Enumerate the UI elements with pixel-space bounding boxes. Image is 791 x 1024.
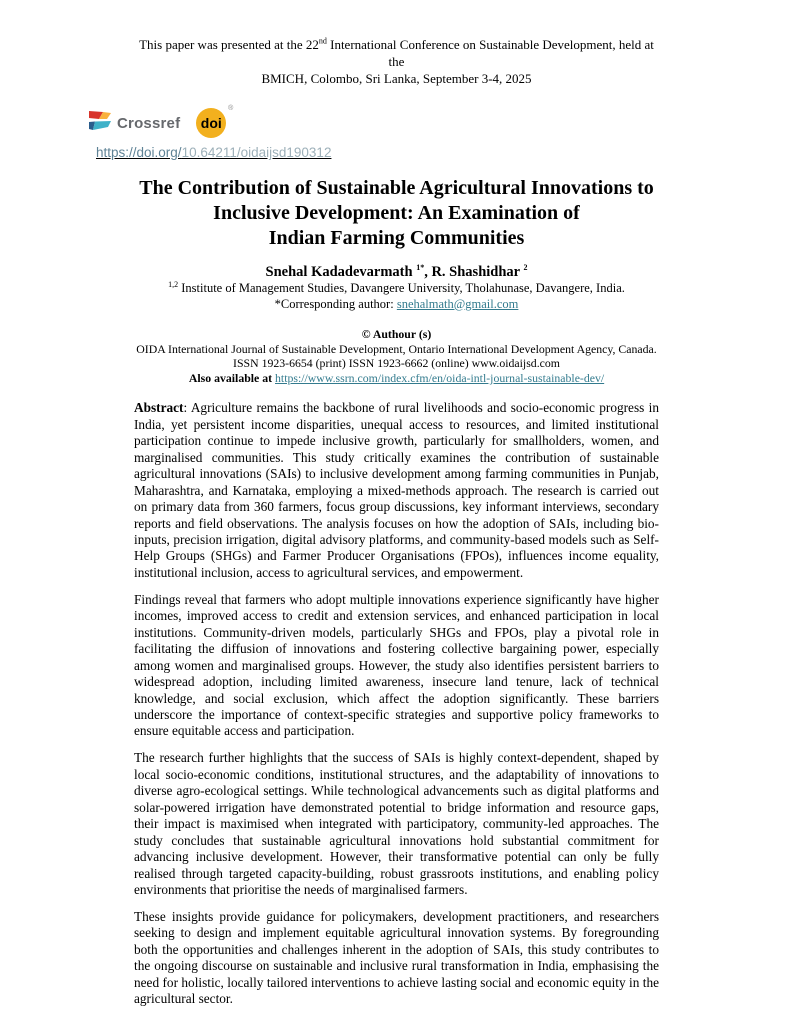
abstract-paragraph-1 (134, 400, 659, 581)
crossref-wordmark: Crossref (117, 114, 181, 132)
corresponding-author-line (134, 297, 659, 313)
title-line-1: The Contribution of Sustainable Agricultural Innovations to (139, 177, 654, 199)
author-2-name: R. Shashidhar (431, 264, 524, 280)
page-title (134, 176, 659, 251)
affiliation-sup: 1,2 (168, 279, 179, 289)
logo-row (88, 105, 659, 141)
authors-separator: , (424, 264, 432, 280)
doi-link-suffix: 10.64211/oidaijsd190312 (181, 145, 332, 160)
abstract-paragraph-4: These insights provide guidance for policymakers, development practitioners, and researchers seeking to design and implement equitable agricultural innovation systems. By foregrounding both the opportunities and challenges inherent in the adoption of SAIs, this study contributes to the ongoing discourse on sustainable and inclusive rural transformation in India, emphasising the need for holistic, locally tailored interventions to achieve lasting social and economic equity in the agricultural sector. (134, 909, 659, 1007)
copyright-line: © Authour (s) (361, 327, 432, 341)
crossref-logo (88, 109, 180, 137)
doi-link-line (96, 145, 659, 160)
affiliation-text: Institute of Management Studies, Davangere University, Tholahunase, Davangere, India. (178, 281, 625, 295)
doi-logo (196, 105, 234, 138)
doi-registered-mark: ® (228, 105, 234, 112)
title-line-2: Inclusive Development: An Examination of (213, 202, 580, 224)
abstract-paragraph-2: Findings reveal that farmers who adopt multiple innovations experience significantly have higher incomes, improved access to credit and extension services, and enhanced participation in local institutions. Community-driven models, particularly SHGs and FPOs, play a pivotal role in facilitating the diffusion of innovations and fostering collective bargaining power, especially among women and marginalised groups. However, the study also identifies persistent barriers to widespread adoption, including limited awareness, insecure land tenure, lack of technical knowledge, and social exclusion, which affect the adoption significantly. These barriers underscore the importance of context-specific strategies and supportive policy frameworks to ensure equitable access and participation. (134, 591, 659, 739)
abstract-section (134, 400, 659, 1007)
conference-note-line1-pre: This paper was presented at the 22 (139, 37, 319, 52)
journal-imprint (134, 327, 659, 385)
author-2-sup: 2 (523, 263, 528, 273)
conference-note-ordinal-sup: nd (318, 36, 327, 46)
conference-note (134, 36, 659, 87)
doi-link[interactable] (96, 145, 331, 160)
abstract-colon: : (183, 400, 191, 416)
corresponding-email-link[interactable]: snehalmath@gmail.com (396, 296, 519, 311)
crossref-logo-icon (88, 109, 112, 137)
abstract-label: Abstract (134, 400, 184, 416)
conference-note-line1-post: International Conference on Sustainable Development, held at the (326, 37, 654, 69)
title-line-3: Indian Farming Communities (268, 227, 525, 249)
abstract-p1-text: Agriculture remains the backbone of rural livelihoods and socio-economic progress in India, yet persistent income disparities, unequal access to resources, and limited institutional participation continue to impede inclusive growth, particularly for smallholders, women, and marginalised communities. This study critically examines the contribution of sustainable agricultural innovations (SAIs) to inclusive development among farming communities in Punjab, Maharashtra, and Karnataka, employing a mixed-methods approach. The research is carried out on primary data from 360 farmers, focus group discussions, key informant interviews, secondary reports and field observations. The analysis focuses on how the adoption of SAIs, including bio-inputs, precision irrigation, digital advisory platforms, and community-based models such as Self-Help Groups (SHGs) and Farmer Producer Organisations (FPOs), influences income equality, institutional inclusion, access to agricultural services, and empowerment. (134, 400, 659, 580)
abstract-paragraph-3: The research further highlights that the success of SAIs is highly context-dependent, shaped by local socio-economic conditions, institutional structures, and the adaptability of innovations to diverse agro-ecological settings. While technological advancements such as digital platforms and solar-powered irrigation have demonstrated potential to bridge information and resource gaps, their impact is maximised when integrated with participatory, community-led approaches. The study concludes that sustainable agricultural innovations hold substantial commitment for advancing inclusive development. However, their transformative potential can only be fully realised through targeted capacity-building, robust grassroots institutions, and enabling policy environments that prioritise the needs of marginalised farmers. (134, 750, 659, 898)
conference-note-line2: BMICH, Colombo, Sri Lanka, September 3-4, 2025 (261, 71, 532, 86)
doi-logo-badge: doi (196, 108, 226, 138)
affiliation-line (134, 281, 659, 297)
doi-link-prefix: https://doi.org/ (96, 145, 182, 160)
also-available-label: Also available at (188, 370, 276, 385)
author-1-name: Snehal Kadadevarmath (265, 264, 417, 280)
corresponding-label: *Corresponding author: (274, 296, 397, 311)
authors-line (134, 264, 659, 281)
issn-line: ISSN 1923-6654 (print) ISSN 1923-6662 (online) www.oidaijsd.com (233, 356, 560, 371)
journal-name-line: OIDA International Journal of Sustainable Development, Ontario International Development Agency, Canada. (136, 341, 657, 356)
ssrn-link[interactable]: https://www.ssrn.com/index.cfm/en/oida-intl-journal-sustainable-dev/ (275, 370, 605, 385)
author-1-sup: 1* (416, 263, 425, 273)
